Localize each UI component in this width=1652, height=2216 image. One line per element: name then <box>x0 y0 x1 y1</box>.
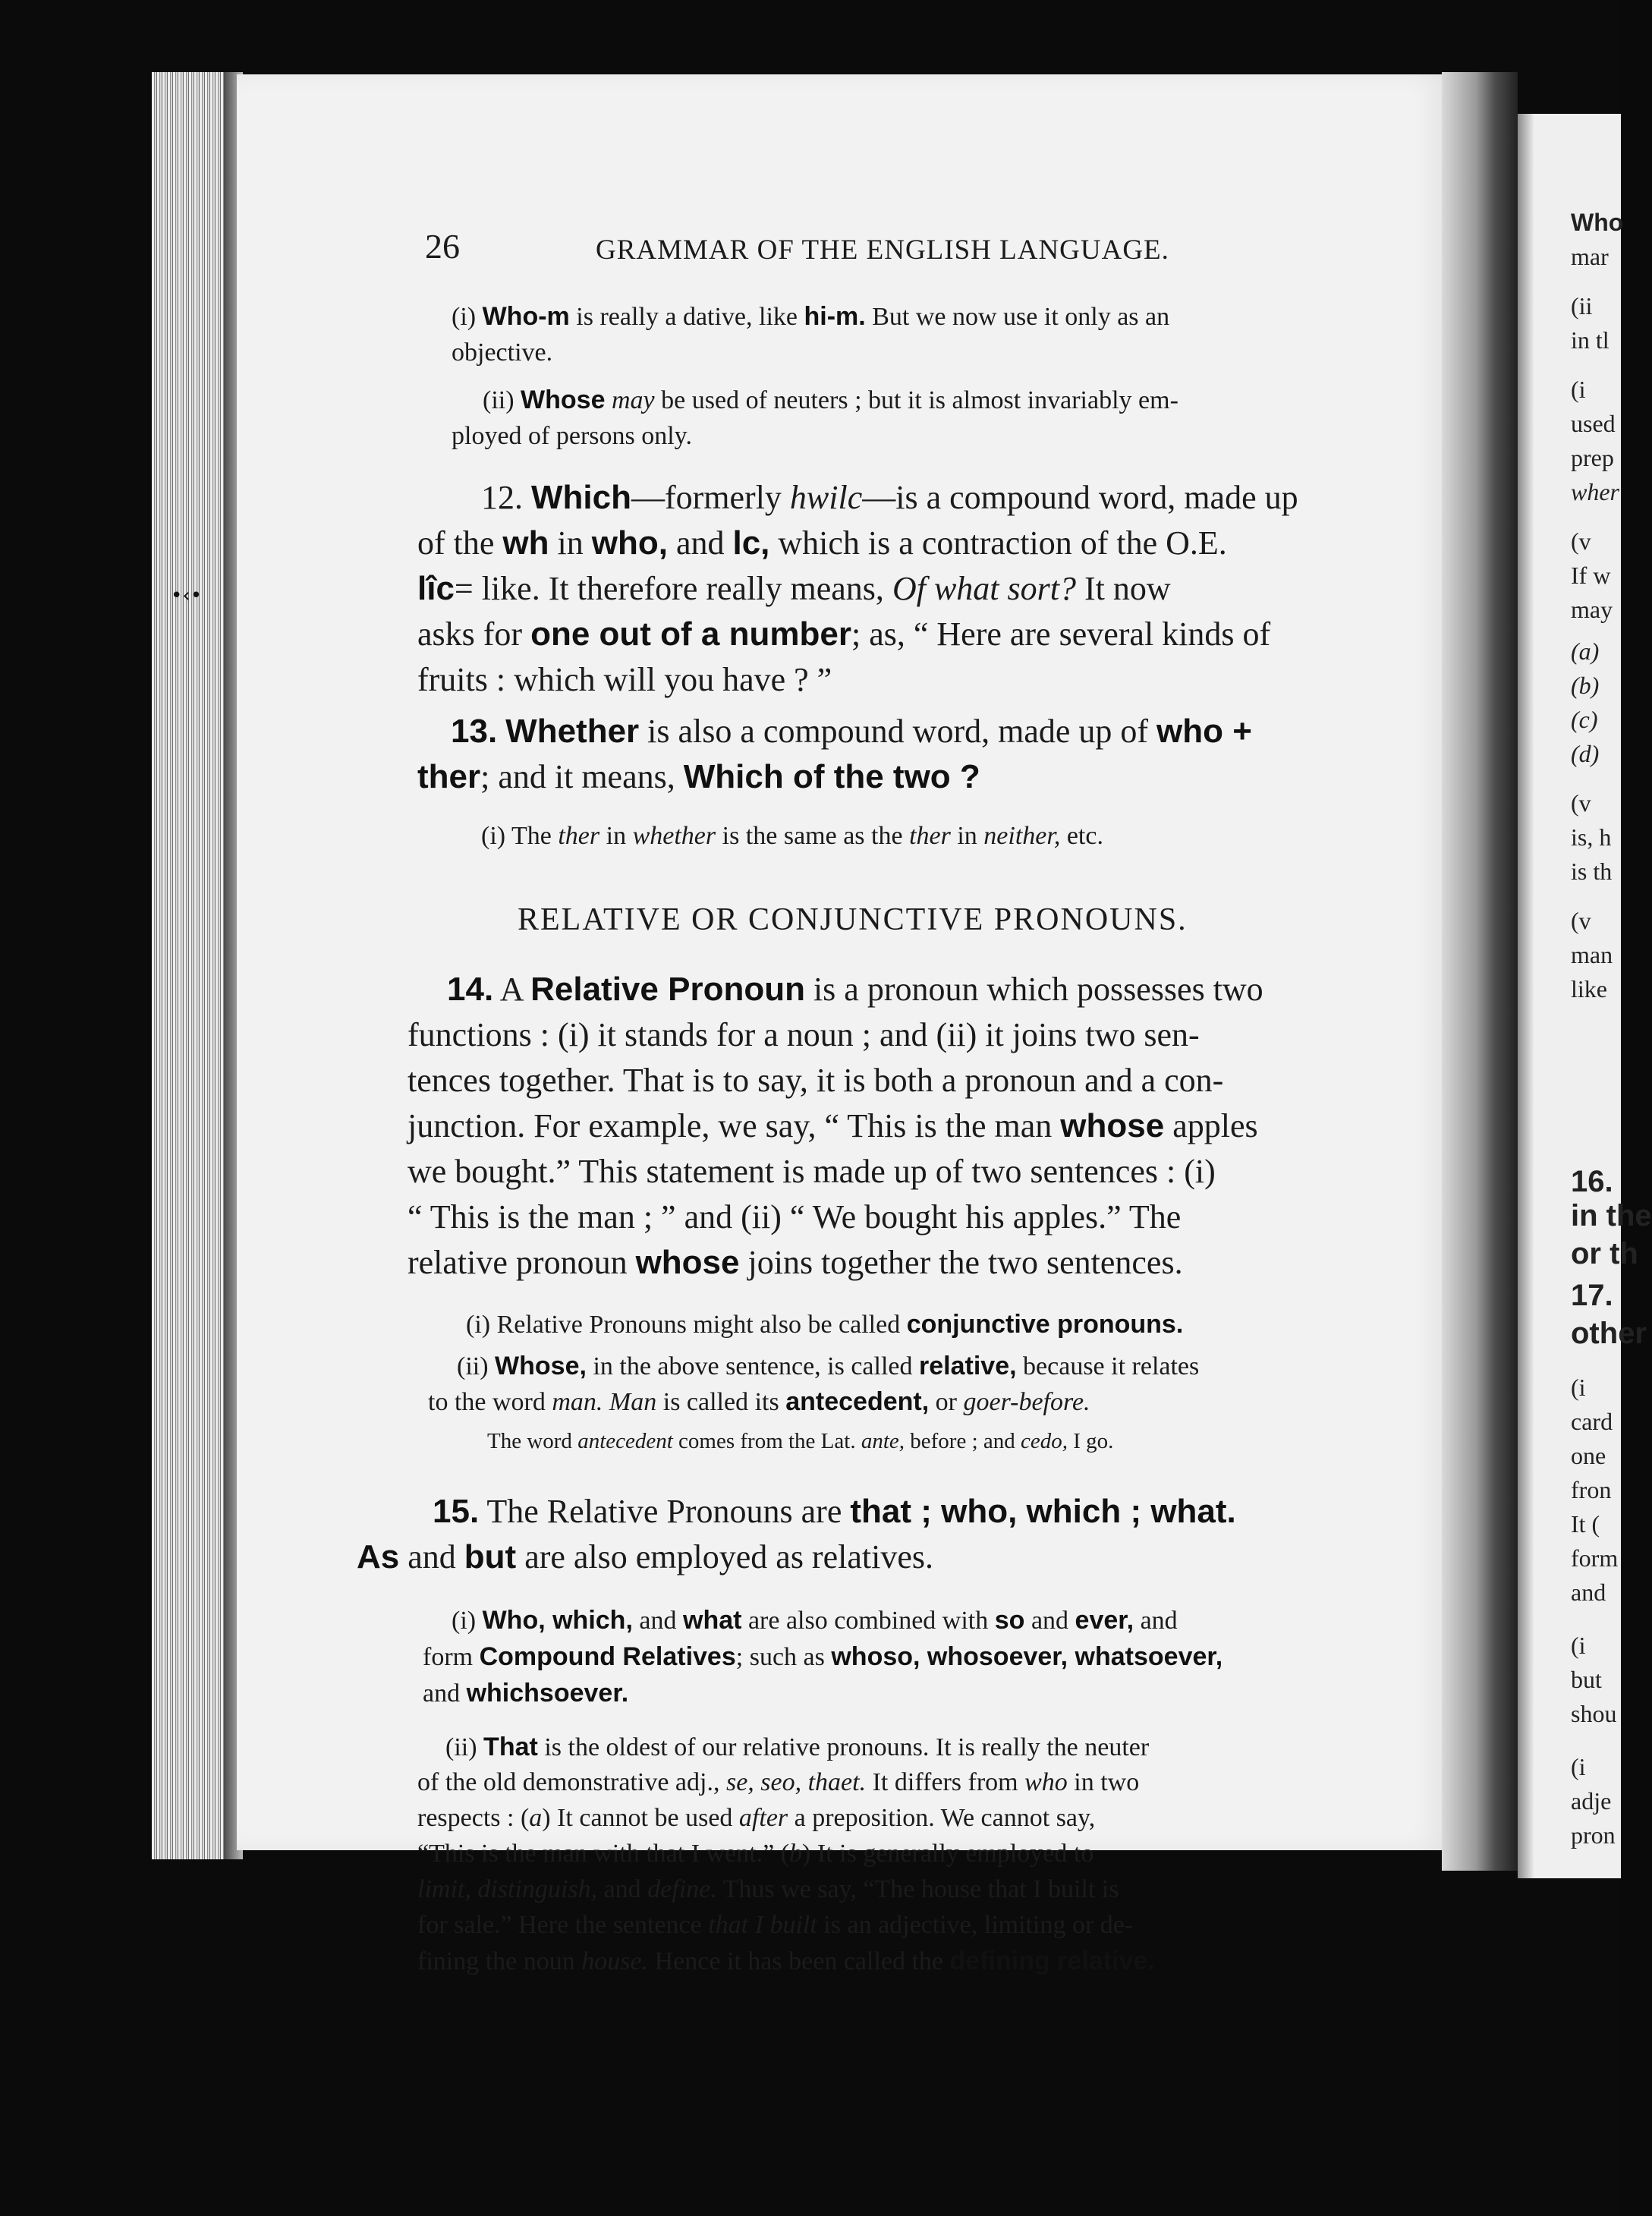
right-page-fragment: mar <box>1571 243 1609 270</box>
right-page-fragment: man <box>1571 941 1613 968</box>
right-page-fragment: and <box>1571 1579 1606 1606</box>
paragraph-line: we bought.” This statement is made up of two sentences : (i) <box>407 1153 1216 1190</box>
right-page-fragment: shou <box>1571 1700 1617 1727</box>
right-page-fragment: 16. <box>1571 1165 1613 1198</box>
note-line: objective. <box>452 338 553 367</box>
section-heading: RELATIVE OR CONJUNCTIVE PRONOUNS. <box>518 902 1188 937</box>
paragraph-line: junction. For example, we say, “ This is the man whose apples <box>407 1107 1258 1144</box>
footnote-line: The word antecedent comes from the Lat. ante, before ; and cedo, I go. <box>487 1429 1114 1453</box>
right-page-fragment: or th <box>1571 1237 1638 1270</box>
right-page-fragment: but <box>1571 1666 1602 1693</box>
paragraph-line: of the wh in who, and lc, which is a contraction of the O.E. <box>417 524 1227 562</box>
right-page-fragment: (i <box>1571 376 1586 403</box>
paragraph-line: functions : (i) it stands for a noun ; and (ii) it joins two sen- <box>407 1016 1200 1053</box>
right-page-fragment: other <box>1571 1317 1647 1350</box>
right-page-fragment: (a) <box>1571 637 1600 665</box>
right-page-fragment: (i <box>1571 1753 1586 1780</box>
note-line: (ii) Whose may be used of neuters ; but it is almost invariably em- <box>483 386 1178 414</box>
right-page-fragment: adje <box>1571 1787 1612 1815</box>
right-page-fragment: (i <box>1571 1632 1586 1659</box>
paragraph-line: 14. A Relative Pronoun is a pronoun which possesses two <box>447 971 1263 1008</box>
paragraph-line: 13. Whether is also a compound word, made up of who + <box>451 713 1252 750</box>
right-page <box>1518 114 1652 1878</box>
right-page-fragment: If w <box>1571 562 1611 589</box>
right-page-fragment: card <box>1571 1408 1613 1435</box>
right-page-fragment: (c) <box>1571 706 1598 733</box>
note-line: for sale.” Here the sentence that I built is an adjective, limiting or de- <box>417 1911 1134 1939</box>
right-page-fragment: (i <box>1571 1374 1586 1401</box>
right-page-shadow <box>1518 114 1534 1878</box>
book-gutter <box>1442 72 1518 1871</box>
note-line: and whichsoever. <box>423 1679 629 1708</box>
right-page-fragment: fron <box>1571 1476 1612 1503</box>
right-page-fragment: prep <box>1571 444 1614 471</box>
right-page-fragment: (b) <box>1571 672 1600 699</box>
right-page-fragment: (ii <box>1571 292 1593 319</box>
paragraph-line: 15. The Relative Pronouns are that ; who, which ; what. <box>433 1493 1236 1530</box>
right-page-fragment: Who <box>1571 209 1624 236</box>
right-page-fragment: one <box>1571 1442 1606 1469</box>
right-page-fragment: wher <box>1571 478 1619 505</box>
paragraph-line: As and but are also employed as relatives. <box>357 1538 933 1575</box>
page-number: 26 <box>425 227 460 266</box>
note-line: “This is the man with that I went.” (b) It is generally employed to <box>417 1840 1094 1868</box>
page-edges <box>152 72 235 1859</box>
paragraph-line: ther; and it means, Which of the two ? <box>417 758 980 795</box>
note-line: fining the noun house. Hence it has been called the defining relative. <box>417 1947 1155 1975</box>
note-line: form Compound Relatives; such as whoso, whosoever, whatsoever, <box>423 1642 1223 1671</box>
paragraph-line: tences together. That is to say, it is both a pronoun and a con- <box>407 1062 1224 1099</box>
right-page-fragment: is th <box>1571 858 1613 885</box>
paragraph-line: “ This is the man ; ” and (ii) “ We bought his apples.” The <box>407 1198 1182 1235</box>
margin-mark: •‹• <box>171 584 203 607</box>
right-page-fragment: pron <box>1571 1821 1616 1849</box>
running-title: GRAMMAR OF THE ENGLISH LANGUAGE. <box>596 235 1169 266</box>
main-page <box>237 74 1447 1975</box>
right-page-fragment: (v <box>1571 527 1591 555</box>
right-page-fragment: is, h <box>1571 823 1612 851</box>
right-page-fragment: (d) <box>1571 740 1600 767</box>
right-page-fragment: (v <box>1571 907 1591 934</box>
right-page-fragment: 17. <box>1571 1279 1613 1312</box>
right-page-fragment: like <box>1571 975 1607 1003</box>
paragraph-line: asks for one out of a number; as, “ Here are several kinds of <box>417 615 1271 653</box>
right-page-fragment: may <box>1571 596 1613 623</box>
note-line: (ii) Whose, in the above sentence, is called relative, because it relates <box>457 1352 1200 1380</box>
note-line: (i) Who, which, and what are also combined with so and ever, and <box>452 1606 1178 1635</box>
note-line: (i) Who-m is really a dative, like hi-m. But we now use it only as an <box>452 302 1170 331</box>
right-page-fragment: in tl <box>1571 326 1610 354</box>
right-page-fragment: used <box>1571 410 1616 437</box>
paragraph-line: relative pronoun whose joins together the two sentences. <box>407 1244 1183 1281</box>
note-line: to the word man. Man is called its antecedent, or goer-before. <box>428 1387 1090 1416</box>
right-page-fragment: It ( <box>1571 1510 1600 1538</box>
right-page-fragment: in the <box>1571 1199 1652 1232</box>
note-line: limit, distinguish, and define. Thus we say, “The house that I built is <box>417 1875 1119 1903</box>
right-page-fragment: form <box>1571 1544 1619 1572</box>
paragraph-line: lîc= like. It therefore really means, Of what sort? It now <box>417 570 1171 607</box>
right-page-fragment: (v <box>1571 789 1591 817</box>
note-line: of the old demonstrative adj., se, seo, thaet. It differs from who in two <box>417 1768 1140 1796</box>
paragraph-line: fruits : which will you have ? ” <box>417 661 832 698</box>
paragraph-line: 12. Which—formerly hwilc—is a compound word, made up <box>481 479 1298 516</box>
note-line: respects : (a) It cannot be used after a preposition. We cannot say, <box>417 1804 1096 1832</box>
note-line: (ii) That is the oldest of our relative pronouns. It is really the neuter <box>445 1733 1150 1761</box>
note-line: ployed of persons only. <box>452 422 692 450</box>
note-line: (i) Relative Pronouns might also be called conjunctive pronouns. <box>466 1310 1184 1339</box>
note-line: (i) The ther in whether is the same as the ther in neither, etc. <box>481 822 1103 850</box>
